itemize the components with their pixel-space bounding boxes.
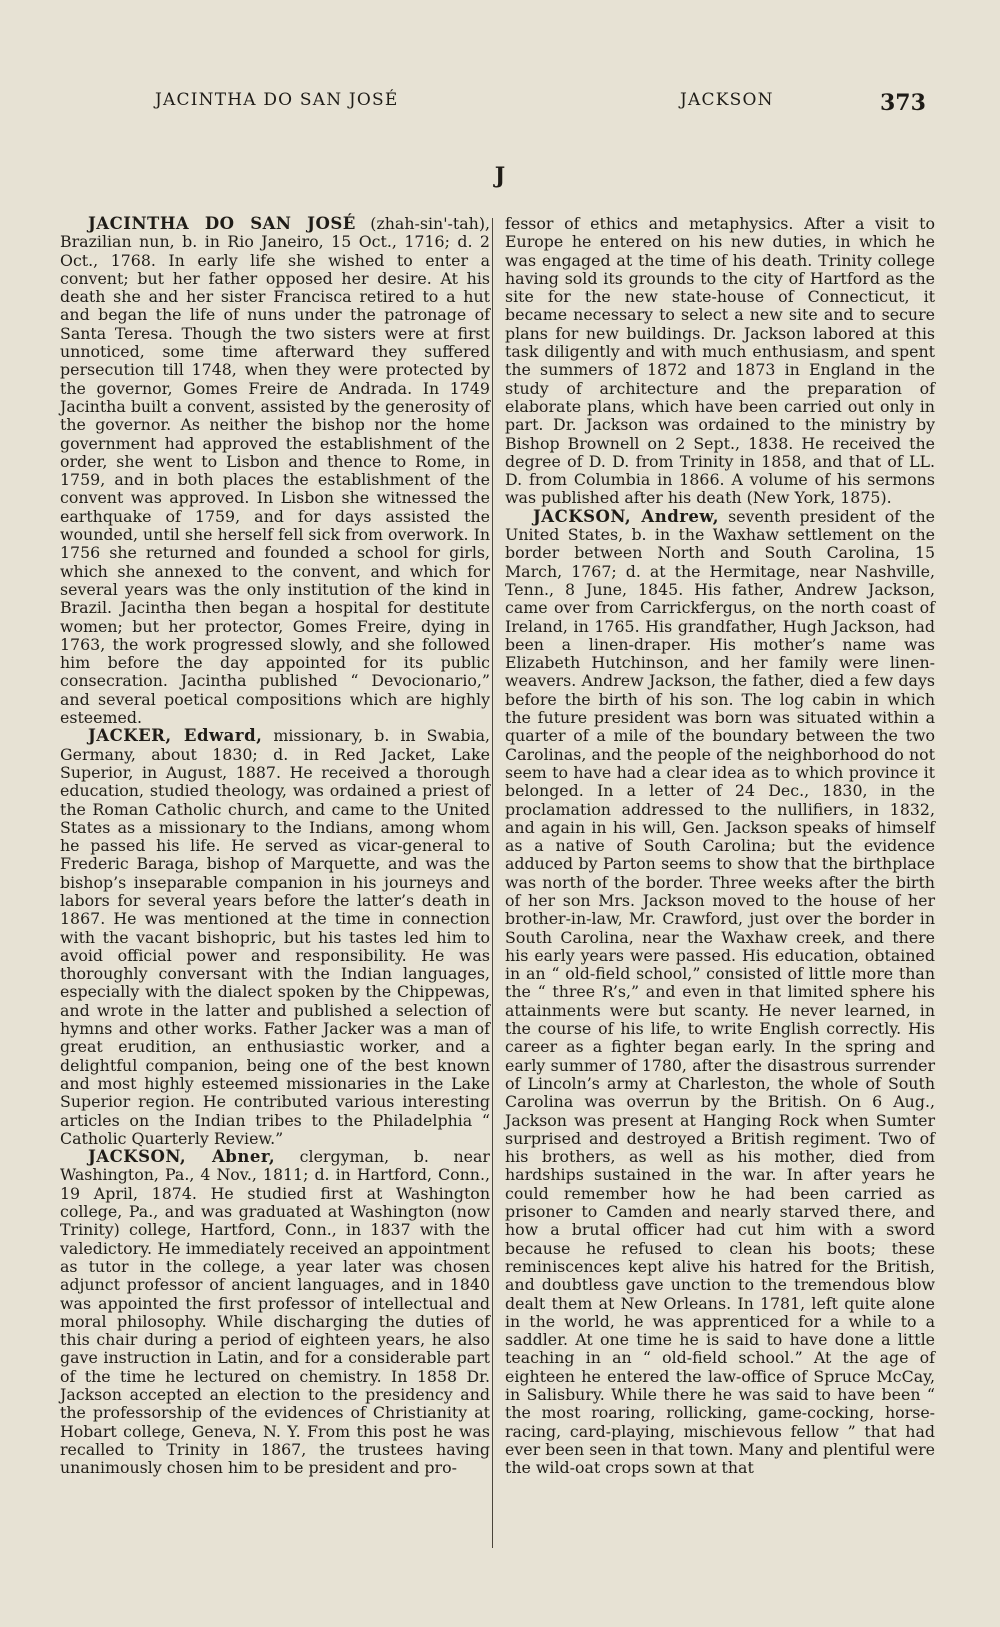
section-letter: J xyxy=(494,163,506,189)
entry-text: (zhah-sin'-tah), Brazilian nun, b. in Rio Janeiro, 15 Oct., 1716; d. 2 Oct., 1768. In early life she wished to enter a convent; but her father opposed her desire. At his death she and her sister Francisca retired to a hut and began the life of nuns under the patronage of Santa Teresa. Though the two sisters were at first unnoticed, some time afterward they suffered persecution till 1748, when they were protected by the governor, Gomes Freire de Andrada. In 1749 Jacintha built a convent, assisted by the generosity of the governor. As neither the bishop nor the home government had approved the establishment of the order, she went to Lisbon and thence to Rome, in 1759, and in both places the establishment of the convent was approved. In Lisbon she witnessed the earthquake of 1759, and for days assisted the wounded, until she herself fell sick from overwork. In 1756 she returned and founded a school for girls, which she annexed to the convent, and which for several years was the only institution of the kind in Brazil. Jacintha then began a hospital for destitute women; but her protector, Gomes Freire, dying in 1763, the work progressed slowly, and she followed him before the day appointed for its public consecration. Jacintha published “ Devocionario,” and several poetical compositions which are highly esteemed. xyxy=(60,214,491,728)
entry-jackson-andrew xyxy=(505,508,935,1478)
entry-jacker-edward xyxy=(60,727,490,1148)
entry-jacintha xyxy=(60,215,490,727)
headword: JACKER, Edward, xyxy=(88,726,263,746)
entry-jackson-abner xyxy=(60,1148,490,1477)
running-head-left: JACINTHA DO SAN JOSÉ xyxy=(155,90,399,110)
left-column xyxy=(60,215,490,1477)
page-number: 373 xyxy=(880,90,926,116)
running-head xyxy=(0,90,1000,120)
running-head-right: JACKSON xyxy=(680,90,774,110)
right-column xyxy=(505,215,935,1477)
entry-text: missionary, b. in Swabia, Germany, about 1830; d. in Red Jacket, Lake Superior, in August, 1887. He received a thorough education, studied theology, was ordained a priest of the Roman Catholic church, and came to the United States as a missionary to the Indians, among whom he passed his life. He served as vicar-general to Frederic Baraga, bishop of Marquette, and was the bishop’s inseparable companion in his journeys and labors for several years before the latter’s death in 1867. He was mentioned at the time in connection with the vacant bishopric, but his tastes led him to avoid official power and responsibility. He was thoroughly conversant with the Indian languages, especially with the dialect spoken by the Chippewas, and wrote in the latter and published a selection of hymns and other works. Father Jacker was a man of great erudition, an enthusiastic worker, and a delightful companion, being one of the best known and most highly esteemed missionaries in the Lake Superior region. He contributed various interesting articles on the Indian tribes to the Philadelphia “ Catholic Quarterly Review.” xyxy=(60,726,491,1148)
headword: JACKSON, Andrew, xyxy=(533,506,720,526)
headword: JACINTHA DO SAN JOSÉ xyxy=(88,214,356,233)
entry-text: seventh president of the United States, b. in the Waxhaw settlement on the border between North and South Carolina, 15 March, 1767; d. at the Hermitage, near Nashville, Tenn., 8 June, 1845. His father, Andrew Jackson, came over from Carrickfergus, on the north coast of Ireland, in 1765. His grandfather, Hugh Jackson, had been a linen-draper. His mother’s name was Elizabeth Hutchinson, and her family were linen-weavers. Andrew Jackson, the father, died a few days before the birth of his son. The log cabin in which the future president was born was situated within a quarter of a mile of the boundary between the two Carolinas, and the people of the neighborhood do not seem to have had a clear idea as to which province it belonged. In a letter of 24 Dec., 1830, in the proclamation addressed to the nullifiers, in 1832, and again in his will, Gen. Jackson speaks of himself as a native of South Carolina; but the evidence adduced by Parton seems to show that the birthplace was north of the border. Three weeks after the birth of her son Mrs. Jackson moved to the house of her brother-in-law, Mr. Crawford, just over the border in South Carolina, near the Waxhaw creek, and there his early years were passed. His education, obtained in an “ old-field school,” consisted of little more than the “ three R’s,” and even in that limited sphere his attainments were but scanty. He never learned, in the course of his life, to write English correctly. His career as a fighter began early. In the spring and early summer of 1780, after the disastrous surrender of Lincoln’s army at Charleston, the whole of South Carolina was overrun by the British. On 6 Aug., Jackson was present at Hanging Rock when Sumter surprised and destroyed a British regiment. Two of his brothers, as well as his mother, died from hardships sustained in the war. In after years he could remember how he had been carried as prisoner to Camden and nearly starved there, and how a brutal officer had cut him with a sword because he refused to clean his boots; these reminiscences kept alive his hatred for the British, and doubtless gave unction to the tremendous blow dealt them at New Orleans. In 1781, left quite alone in the world, he was apprenticed for a while to a saddler. At one time he is said to have done a little teaching in an “ old-field school.” At the age of eighteen he entered the law-office of Spruce McCay, in Salisbury. While there he was said to have been “ the most roaring, rollicking, game-cocking, horse-racing, card-playing, mischievous fellow ” that had ever been seen in that town. Many and plentiful were the wild-oat crops sown at that xyxy=(505,506,935,1478)
entry-text: clergyman, b. near Washington, Pa., 4 Nov., 1811; d. in Hartford, Conn., 19 April, 1874. He studied first at Washington college, Pa., and was graduated at Washington (now Trinity) college, Hartford, Conn., in 1837 with the valedictory. He immediately received an appointment as tutor in the college, a year later was chosen adjunct professor of ancient languages, and in 1840 was appointed the first professor of intellectual and moral philosophy. While discharging the duties of this chair during a period of eighteen years, he also gave instruction in Latin, and for a considerable part of the time he lectured on chemistry. In 1858 Dr. Jackson accepted an election to the presidency and the professorship of the evidences of Christianity at Hobart college, Geneva, N. Y. From this post he was recalled to Trinity in 1867, the trustees having unanimously chosen him to be president and pro- xyxy=(60,1147,490,1478)
column-rule xyxy=(492,218,493,1548)
headword: JACKSON, Abner, xyxy=(88,1147,276,1167)
entry-continuation: fessor of ethics and metaphysics. After a visit to Europe he entered on his new duties, in which he was engaged at the time of his death. Trinity college having sold its grounds to the city of Hartford as the site for the new state-house of Connecticut, it became necessary to select a new site and to secure plans for new buildings. Dr. Jackson labored at this task diligently and with much enthusiasm, and spent the summers of 1872 and 1873 in England in the study of architecture and the preparation of elaborate plans, which have been carried out only in part. Dr. Jackson was ordained to the ministry by Bishop Brownell on 2 Sept., 1838. He received the degree of D. D. from Trinity in 1858, and that of LL. D. from Columbia in 1866. A volume of his sermons was published after his death (New York, 1875). xyxy=(505,214,935,508)
